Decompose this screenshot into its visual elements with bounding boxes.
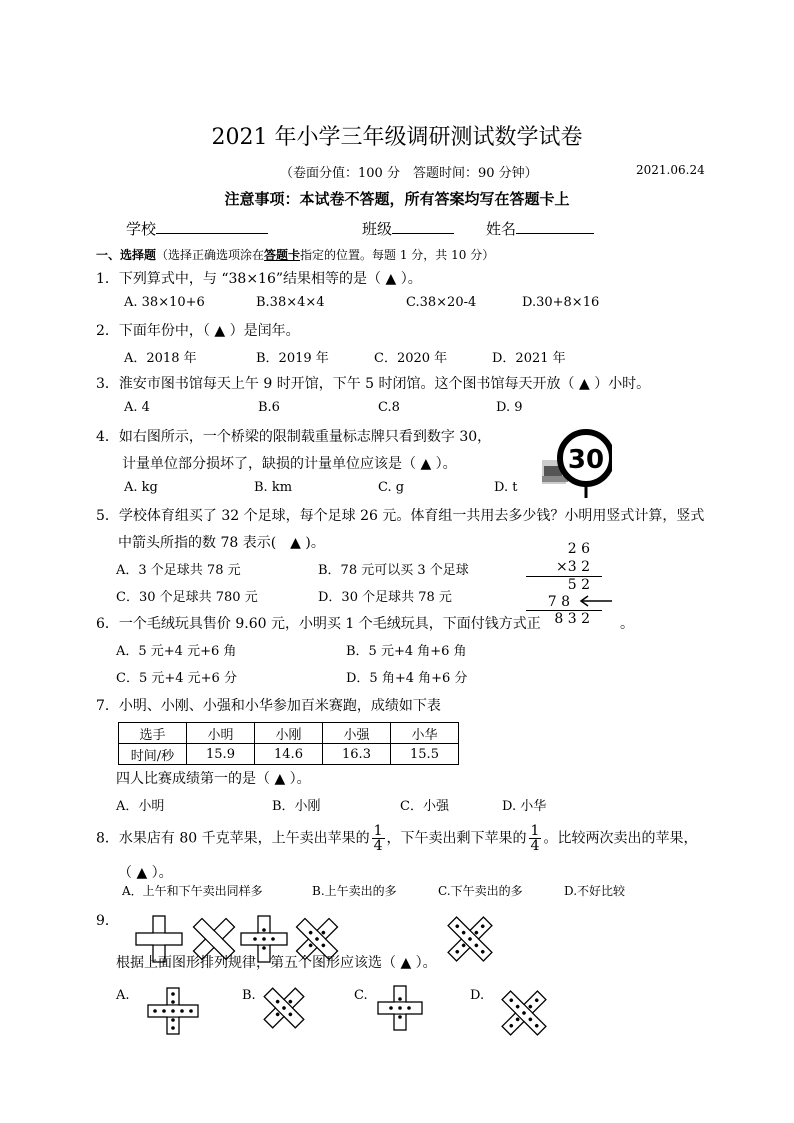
option: B.38×4×4 xyxy=(256,295,325,310)
question-6: 6．一个毛绒玩具售价 9.60 元，小明买 1 个毛绒玩具，下面付钱方式正 xyxy=(96,616,541,632)
option: C．5 元+4 元+6 分 xyxy=(116,671,237,686)
question-8 xyxy=(96,824,697,853)
option-b-x-dots-icon xyxy=(253,984,315,1039)
section-instructions-suffix: 指定的位置。每题 1 分，共 10 分） xyxy=(300,248,495,262)
question-9: 根据上面图形排列规律，第五个图形应该选（ ▲ ）。 xyxy=(116,955,437,971)
option: D．2021 年 xyxy=(492,351,566,366)
fraction-denominator: 4 xyxy=(373,838,383,854)
option: D. 9 xyxy=(496,400,523,415)
option: A．小明 xyxy=(116,799,165,814)
option: A．上午和下午卖出同样多 xyxy=(122,884,263,898)
option: C．小强 xyxy=(400,799,449,814)
calc-row-3: 5 2 xyxy=(567,577,590,593)
option: D. xyxy=(470,988,485,1003)
option: B．2019 年 xyxy=(256,351,329,366)
option: C.38×20-4 xyxy=(406,295,477,310)
name-label: 姓名 xyxy=(486,220,517,238)
exam-info: （卷面分值：100 分 答题时间：90 分钟） xyxy=(280,166,538,181)
option: D.不好比较 xyxy=(564,884,626,898)
table-cell: 时间/秒 xyxy=(119,744,187,765)
question-2: 2．下面年份中，（ ▲ ）是闰年。 xyxy=(96,323,300,339)
x-cross-many-dots-icon xyxy=(435,908,504,974)
question-5: 5．学校体育组买了 32 个足球，每个足球 26 元。体育组一共用去多少钱？小明用竖式计算，竖式 xyxy=(96,508,705,524)
option: B. xyxy=(242,988,256,1003)
school-field xyxy=(126,218,268,239)
table-cell: 小明 xyxy=(187,723,255,744)
question-6-end: 。 xyxy=(620,616,634,632)
option: A. 4 xyxy=(124,400,150,415)
option: C．2020 年 xyxy=(374,351,448,366)
option-d-x-many-dots-icon xyxy=(489,984,560,1040)
question-7-after: 四人比赛成绩第一的是（ ▲ ）。 xyxy=(116,771,311,787)
option: B. km xyxy=(254,480,293,495)
option: B.上午卖出的多 xyxy=(312,884,397,898)
option: A．3 个足球共 78 元 xyxy=(116,563,241,578)
option: B．5 元+4 角+6 角 xyxy=(346,644,467,659)
question-9-number: 9． xyxy=(96,913,119,929)
calc-row-1: 2 6 xyxy=(567,541,590,557)
option: A. xyxy=(116,988,130,1003)
question-8-line2: （ ▲ ）。 xyxy=(118,865,173,881)
calc-row-4: 7 8 xyxy=(547,594,570,610)
question-1: 1．下列算式中，与 “38×16”结果相等的是（ ▲ ）。 xyxy=(96,271,422,287)
table-cell: 15.5 xyxy=(391,744,459,765)
table-cell: 15.9 xyxy=(187,744,255,765)
option: C．30 个足球共 780 元 xyxy=(116,590,258,605)
option-c-plus-dots-icon xyxy=(378,986,422,1030)
class-label: 班级 xyxy=(362,220,393,238)
table-row xyxy=(119,744,459,765)
question-8-part-b: ，下午卖出剩下苹果的 xyxy=(386,830,527,847)
answer-options-figure xyxy=(140,984,560,1040)
option: D. t xyxy=(494,480,518,495)
fraction xyxy=(372,824,385,853)
question-7: 7．小明、小刚、小强和小华参加百米赛跑，成绩如下表 xyxy=(96,698,441,714)
race-results-table xyxy=(118,722,459,765)
calc-row-2: ×3 2 xyxy=(556,559,590,575)
option: C. g xyxy=(378,480,405,495)
school-label: 学校 xyxy=(126,220,157,238)
fraction-denominator: 4 xyxy=(530,838,540,854)
fraction-numerator: 1 xyxy=(530,823,540,839)
question-4-line2: 计量单位部分损坏了，缺损的计量单位应该是（ ▲ ）。 xyxy=(122,456,457,472)
option: B．78 元可以买 3 个足球 xyxy=(318,563,469,578)
section-header xyxy=(96,246,494,263)
question-3: 3．淮安市图书馆每天上午 9 时开馆，下午 5 时闭馆。这个图书馆每天开放（ ▲ ）小时。 xyxy=(96,376,651,392)
table-cell: 小华 xyxy=(391,723,459,744)
section-instructions-emph: 答题卡 xyxy=(264,248,301,262)
arrow-left-icon xyxy=(578,594,614,608)
question-8-part-a: 8．水果店有 80 千克苹果，上午卖出苹果的 xyxy=(96,830,370,847)
fraction-numerator: 1 xyxy=(373,823,383,839)
question-4: 4．如右图所示，一个桥梁的限制载重量标志牌只看到数字 30， xyxy=(96,429,492,445)
page-title: 2021 年小学三年级调研测试数学试卷 xyxy=(211,125,583,150)
calc-row-5: 8 3 2 xyxy=(554,611,590,627)
table-cell: 小刚 xyxy=(255,723,323,744)
notice: 注意事项：本试卷不答题，所有答案均写在答题卡上 xyxy=(224,190,570,208)
option: C.8 xyxy=(378,400,400,415)
option: B．小刚 xyxy=(272,799,321,814)
class-blank xyxy=(392,219,454,234)
sign-number: 30 xyxy=(567,445,605,475)
table-cell: 小强 xyxy=(323,723,391,744)
class-field xyxy=(362,218,454,239)
section-instructions: （选择正确选项涂在 xyxy=(156,248,265,262)
name-blank xyxy=(516,219,594,234)
school-blank xyxy=(156,219,268,234)
load-limit-sign-icon xyxy=(538,426,612,500)
table-cell: 16.3 xyxy=(323,744,391,765)
table-cell: 选手 xyxy=(119,723,187,744)
question-8-part-c: 。比较两次卖出的苹果， xyxy=(543,830,698,847)
option: D.30+8×16 xyxy=(522,295,600,310)
option: D. 小华 xyxy=(502,799,547,814)
option: C.下午卖出的多 xyxy=(438,884,523,898)
question-5-line2: 中箭头所指的数 78 表示( ▲ )。 xyxy=(118,535,325,551)
exam-date: 2021.06.24 xyxy=(636,163,705,177)
option: C. xyxy=(354,988,368,1003)
option: D．30 个足球共 78 元 xyxy=(318,590,452,605)
option: A. kg xyxy=(124,480,158,495)
option: A．5 元+4 元+6 角 xyxy=(116,644,237,659)
table-row xyxy=(119,723,459,744)
option-a-plus-dots-icon xyxy=(148,988,198,1034)
option: A. 38×10+6 xyxy=(124,295,205,310)
option: A．2018 年 xyxy=(124,351,197,366)
table-cell: 14.6 xyxy=(255,744,323,765)
fraction xyxy=(529,824,542,853)
name-field xyxy=(486,218,594,239)
option: B.6 xyxy=(258,400,280,415)
option: D．5 角+4 角+6 分 xyxy=(346,671,468,686)
section-label: 一、选择题 xyxy=(96,248,157,262)
